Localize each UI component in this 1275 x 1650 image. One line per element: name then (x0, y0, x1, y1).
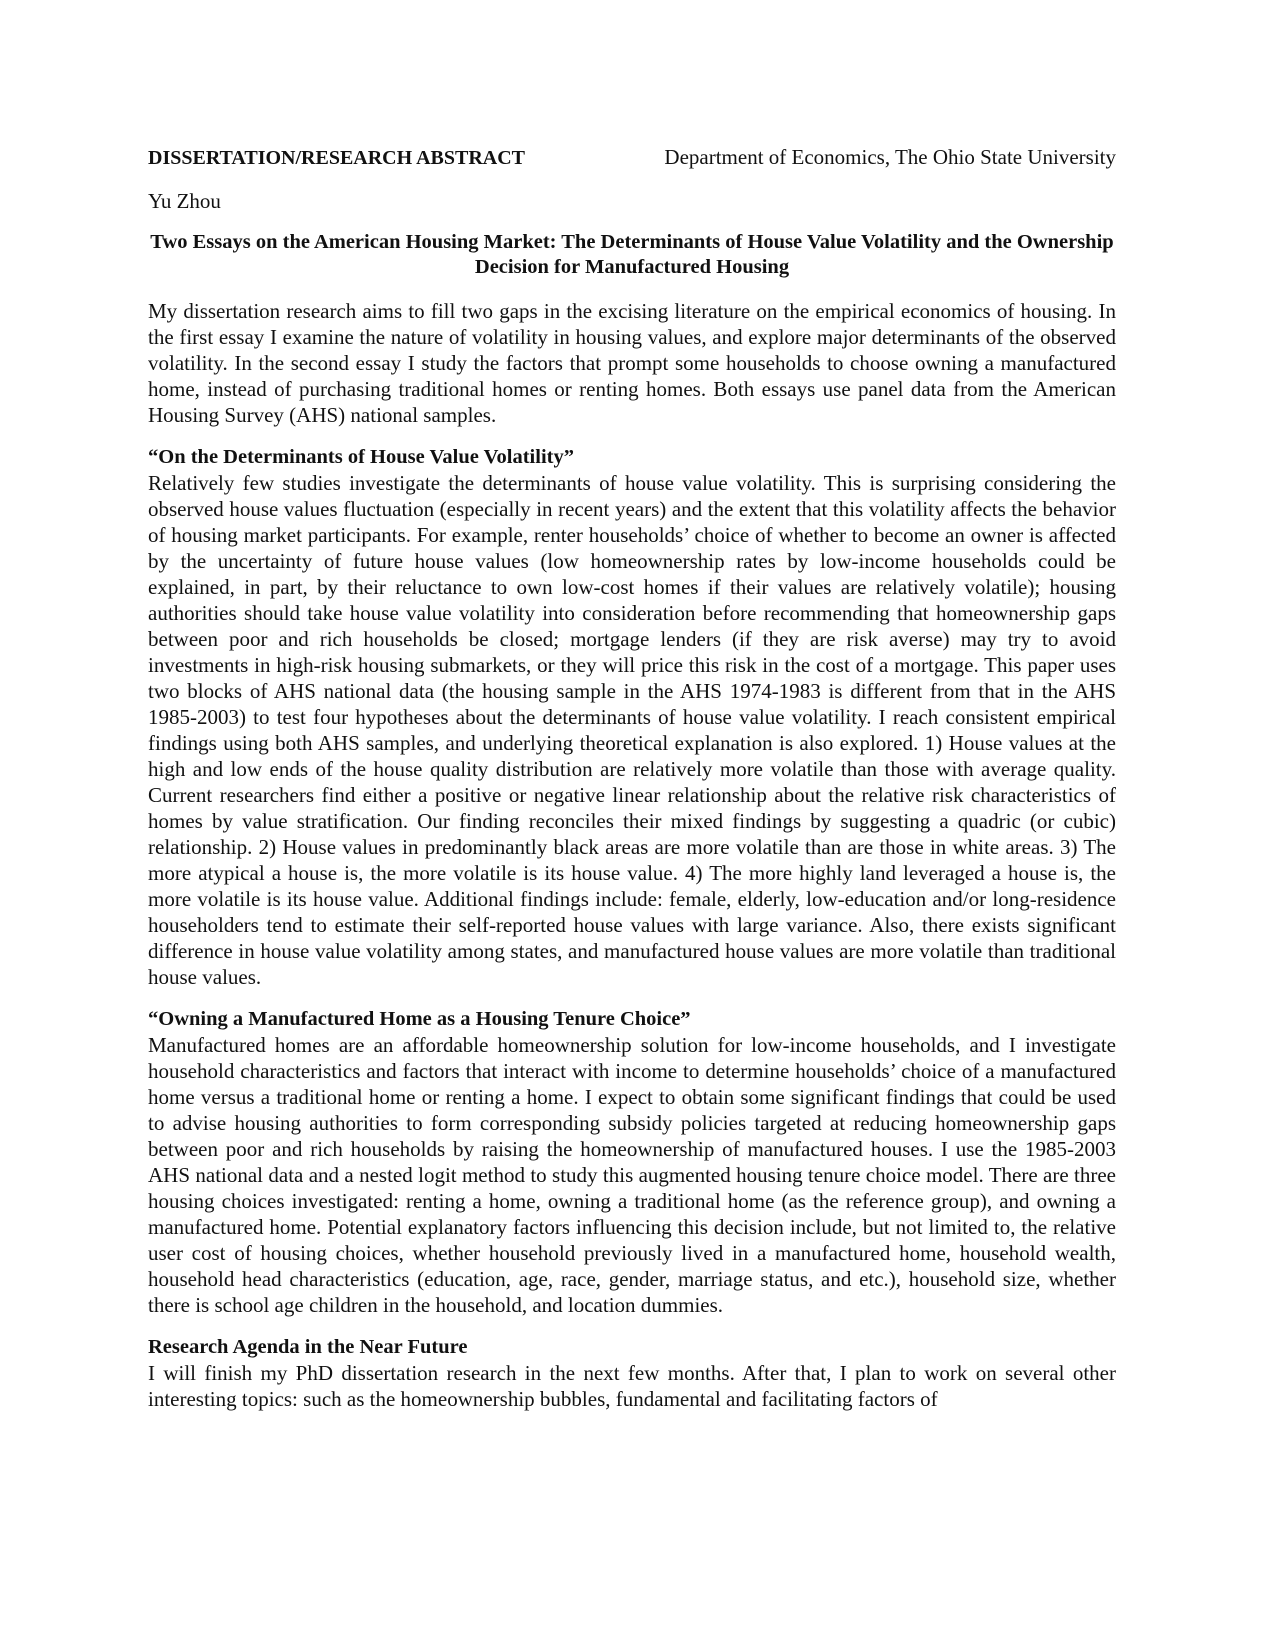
section-house-value-volatility (148, 444, 1116, 990)
document-page (148, 144, 1116, 1412)
section-paragraph: I will finish my PhD dissertation research in the next few months. After that, I plan to work on several other interesting topics: such as the homeownership bubbles, fundamental and facilitating factors of (148, 1361, 1116, 1411)
department-label: Department of Economics, The Ohio State University (664, 145, 1116, 169)
section-heading: “On the Determinants of House Value Volatility” (148, 446, 574, 468)
section-paragraph: Relatively few studies investigate the determinants of house value volatility. This is surprising considering the observed house values fluctuation (especially in recent years) and the extent that this volatility affects the behavior of housing market participants. For example, renter households’ choice of whether to become an owner is affected by the uncertainty of future house values (low homeownership rates by low-income households could be explained, in part, by their reluctance to own low-cost homes if their values are relatively volatile); housing authorities should take house value volatility into consideration before recommending that homeownership gaps between poor and rich households be closed; mortgage lenders (if they are risk averse) may try to avoid investments in high-risk housing submarkets, or they will price this risk in the cost of a mortgage. This paper uses two blocks of AHS national data (the housing sample in the AHS 1974-1983 is different from that in the AHS 1985-2003) to test four hypotheses about the determinants of house value volatility. I reach consistent empirical findings using both AHS samples, and underlying theoretical explanation is also explored. 1) House values at the high and low ends of the house quality distribution are relatively more volatile than those with average quality. Current researchers find either a positive or negative linear relationship about the relative risk characteristics of homes by value stratification. Our finding reconciles their mixed findings by suggesting a quadric (or cubic) relationship. 2) House values in predominantly black areas are more volatile than are those in white areas. 3) The more atypical a house is, the more volatile is its house value. 4) The more highly land leveraged a house is, the more volatile is its house value. Additional findings include: female, elderly, low-education and/or long-residence householders tend to estimate their self-reported house values with large variance. Also, there exists significant difference in house value volatility among states, and manufactured house values are more volatile than traditional house values. (148, 471, 1116, 989)
section-heading: Research Agenda in the Near Future (148, 1336, 468, 1358)
document-type-label: DISSERTATION/RESEARCH ABSTRACT (148, 147, 525, 169)
section-manufactured-home (148, 1006, 1116, 1318)
section-paragraph: Manufactured homes are an affordable homeownership solution for low-income households, and I investigate household characteristics and factors that interact with income to determine households’ choice of a manufactured home versus a traditional home or renting a home. I expect to obtain some significant findings that could be used to advise housing authorities to form corresponding subsidy policies targeted at reducing homeownership gaps between poor and rich households by raising the homeownership of manufactured houses. I use the 1985-2003 AHS national data and a nested logit method to study this augmented housing tenure choice model. There are three housing choices investigated: renting a home, owning a traditional home (as the reference group), and owning a manufactured home. Potential explanatory factors influencing this decision include, but not limited to, the relative user cost of housing choices, whether household previously lived in a manufactured home, household wealth, household head characteristics (education, age, race, gender, marriage status, and etc.), household size, whether there is school age children in the household, and location dummies. (148, 1033, 1116, 1317)
author-name: Yu Zhou (148, 189, 221, 213)
section-research-agenda (148, 1334, 1116, 1412)
document-header (148, 144, 1116, 171)
intro-paragraph: My dissertation research aims to fill two gaps in the excising literature on the empirical economics of housing. In the first essay I examine the nature of volatility in housing values, and explore major determinants of the observed volatility. In the second essay I study the factors that prompt some households to choose owning a manufactured home, instead of purchasing traditional homes or renting homes. Both essays use panel data from the American Housing Survey (AHS) national samples. (148, 299, 1116, 427)
section-heading: “Owning a Manufactured Home as a Housing Tenure Choice” (148, 1008, 691, 1030)
dissertation-title: Two Essays on the American Housing Market: The Determinants of House Value Volatility and the Ownership Decision for Manufactured Housing (150, 231, 1114, 278)
